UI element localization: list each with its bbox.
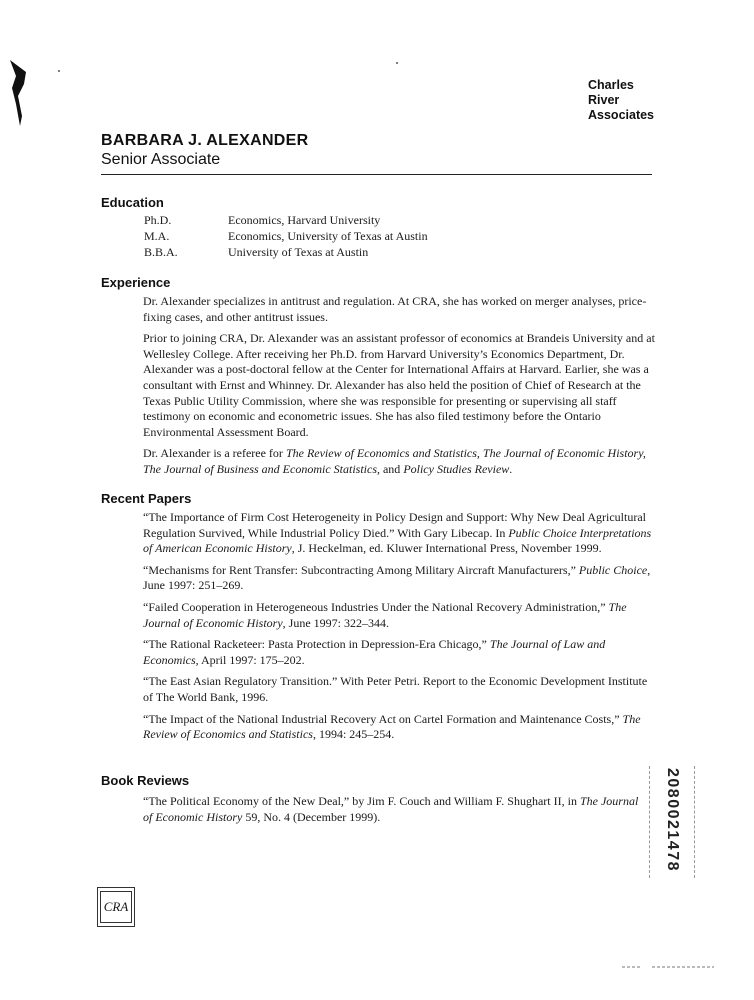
text: “The Rational Racketeer: Pasta Protection in Depression-Era Chicago,” bbox=[143, 637, 490, 652]
section-heading-papers: Recent Papers bbox=[101, 491, 192, 506]
text: 59, No. 4 (December 1999). bbox=[242, 809, 381, 824]
text: , June 1997: 251–269. bbox=[143, 562, 651, 593]
text: , June 1997: 322–344. bbox=[282, 615, 389, 630]
journal-title: Policy Studies Review bbox=[403, 461, 510, 476]
institution: University of Texas at Austin bbox=[228, 245, 369, 259]
experience-paragraph: Dr. Alexander specializes in antitrust and regulation. At CRA, she has worked on merger analyses, price-fixing cases, and other antitrust issues. bbox=[143, 294, 647, 324]
section-heading-education: Education bbox=[101, 195, 164, 210]
text: “Failed Cooperation in Heterogeneous Industries Under the National Recovery Administration,” bbox=[143, 599, 609, 614]
firm-name-line: River bbox=[588, 93, 620, 107]
paper-citation bbox=[143, 600, 655, 631]
paper-citation bbox=[143, 510, 655, 557]
institution: Economics, University of Texas at Austin bbox=[228, 229, 428, 243]
publication-title: The Journal of Law and Economics bbox=[143, 637, 606, 667]
text: “The Importance of Firm Cost Heterogeneity in Policy Design and Support: Why New Deal Agricultural Regulation Survived, While Industrial Policy Died.” With Gary Libecap. In bbox=[143, 510, 646, 540]
reviews-list bbox=[143, 794, 643, 831]
text: “The East Asian Regulatory Transition.” With Peter Petri. Report to the Economic Development Institute of The World Bank, 1996. bbox=[143, 674, 648, 704]
section-heading-reviews: Book Reviews bbox=[101, 773, 190, 788]
person-title: Senior Associate bbox=[101, 151, 221, 168]
institution: Economics, Harvard University bbox=[228, 213, 381, 227]
scan-speck bbox=[58, 70, 60, 72]
text: Dr. Alexander is a referee for bbox=[143, 446, 286, 461]
bates-number: 2080021478 bbox=[664, 768, 681, 872]
publication-title: Public Choice bbox=[578, 562, 648, 577]
firm-name bbox=[588, 78, 654, 123]
person-name: BARBARA J. ALEXANDER bbox=[101, 132, 309, 149]
paper-citation bbox=[143, 674, 655, 705]
text: , J. Heckelman, ed. Kluwer International Press, November 1999. bbox=[291, 541, 602, 556]
text: “Mechanisms for Rent Transfer: Subcontracting Among Military Aircraft Manufacturers,” bbox=[143, 562, 579, 577]
text: “The Political Economy of the New Deal,” by Jim F. Couch and William F. Shughart II, in bbox=[143, 794, 580, 808]
firm-name-line: Associates bbox=[588, 108, 655, 122]
paper-citation bbox=[143, 712, 655, 743]
text: and bbox=[379, 461, 404, 476]
scan-scribble bbox=[622, 965, 714, 969]
review-citation bbox=[143, 794, 643, 825]
experience-paragraph bbox=[143, 446, 655, 477]
publication-title: Public Choice Interpretations of American Economic History bbox=[143, 525, 652, 556]
scan-speck bbox=[396, 62, 398, 64]
cra-logo-text: CRA bbox=[100, 891, 132, 923]
degree: M.A. bbox=[144, 229, 170, 243]
publication-title: The Review of Economics and Statistics bbox=[143, 711, 641, 742]
publication-title: The Journal of Economic History bbox=[143, 599, 627, 630]
text: , 1994: 245–254. bbox=[312, 727, 395, 742]
experience-body bbox=[143, 294, 655, 484]
text: , April 1997: 175–202. bbox=[195, 652, 305, 667]
papers-list bbox=[143, 510, 655, 749]
header-divider bbox=[101, 174, 652, 175]
section-heading-experience: Experience bbox=[101, 275, 171, 290]
degree: B.B.A. bbox=[144, 245, 178, 259]
scan-mark bbox=[8, 58, 30, 128]
experience-paragraph: Prior to joining CRA, Dr. Alexander was an assistant professor of economics at Brandeis University and at Wellesley College. After receiving her Ph.D. from Harvard University’s Economics Department, Dr. Alexander was a post-doctoral fellow at the Center for International Affairs at Harvard. Earlier, she was a consultant with Ernst and Whinney. Dr. Alexander has also held the position of Chief of Research at the Texas Public Utility Commission, where she was responsible for presenting or supervising all staff testimony on economic and econometric issues. She has also filed testimony before the Ontario Environmental Assessment Board. bbox=[143, 331, 655, 439]
paper-citation bbox=[143, 563, 655, 594]
firm-name-line: Charles bbox=[588, 78, 634, 92]
degree: Ph.D. bbox=[144, 213, 172, 227]
journal-title: The Review of Economics and Statistics, The Journal of Economic History, The Journal of Business and Economic Statistics, bbox=[143, 446, 646, 476]
text: . bbox=[509, 461, 513, 476]
publication-title: The Journal of Economic History bbox=[143, 794, 639, 824]
paper-citation bbox=[143, 637, 655, 668]
text: “The Impact of the National Industrial Recovery Act on Cartel Formation and Maintenance Costs,” bbox=[143, 711, 623, 726]
cra-logo-stamp bbox=[97, 887, 135, 927]
